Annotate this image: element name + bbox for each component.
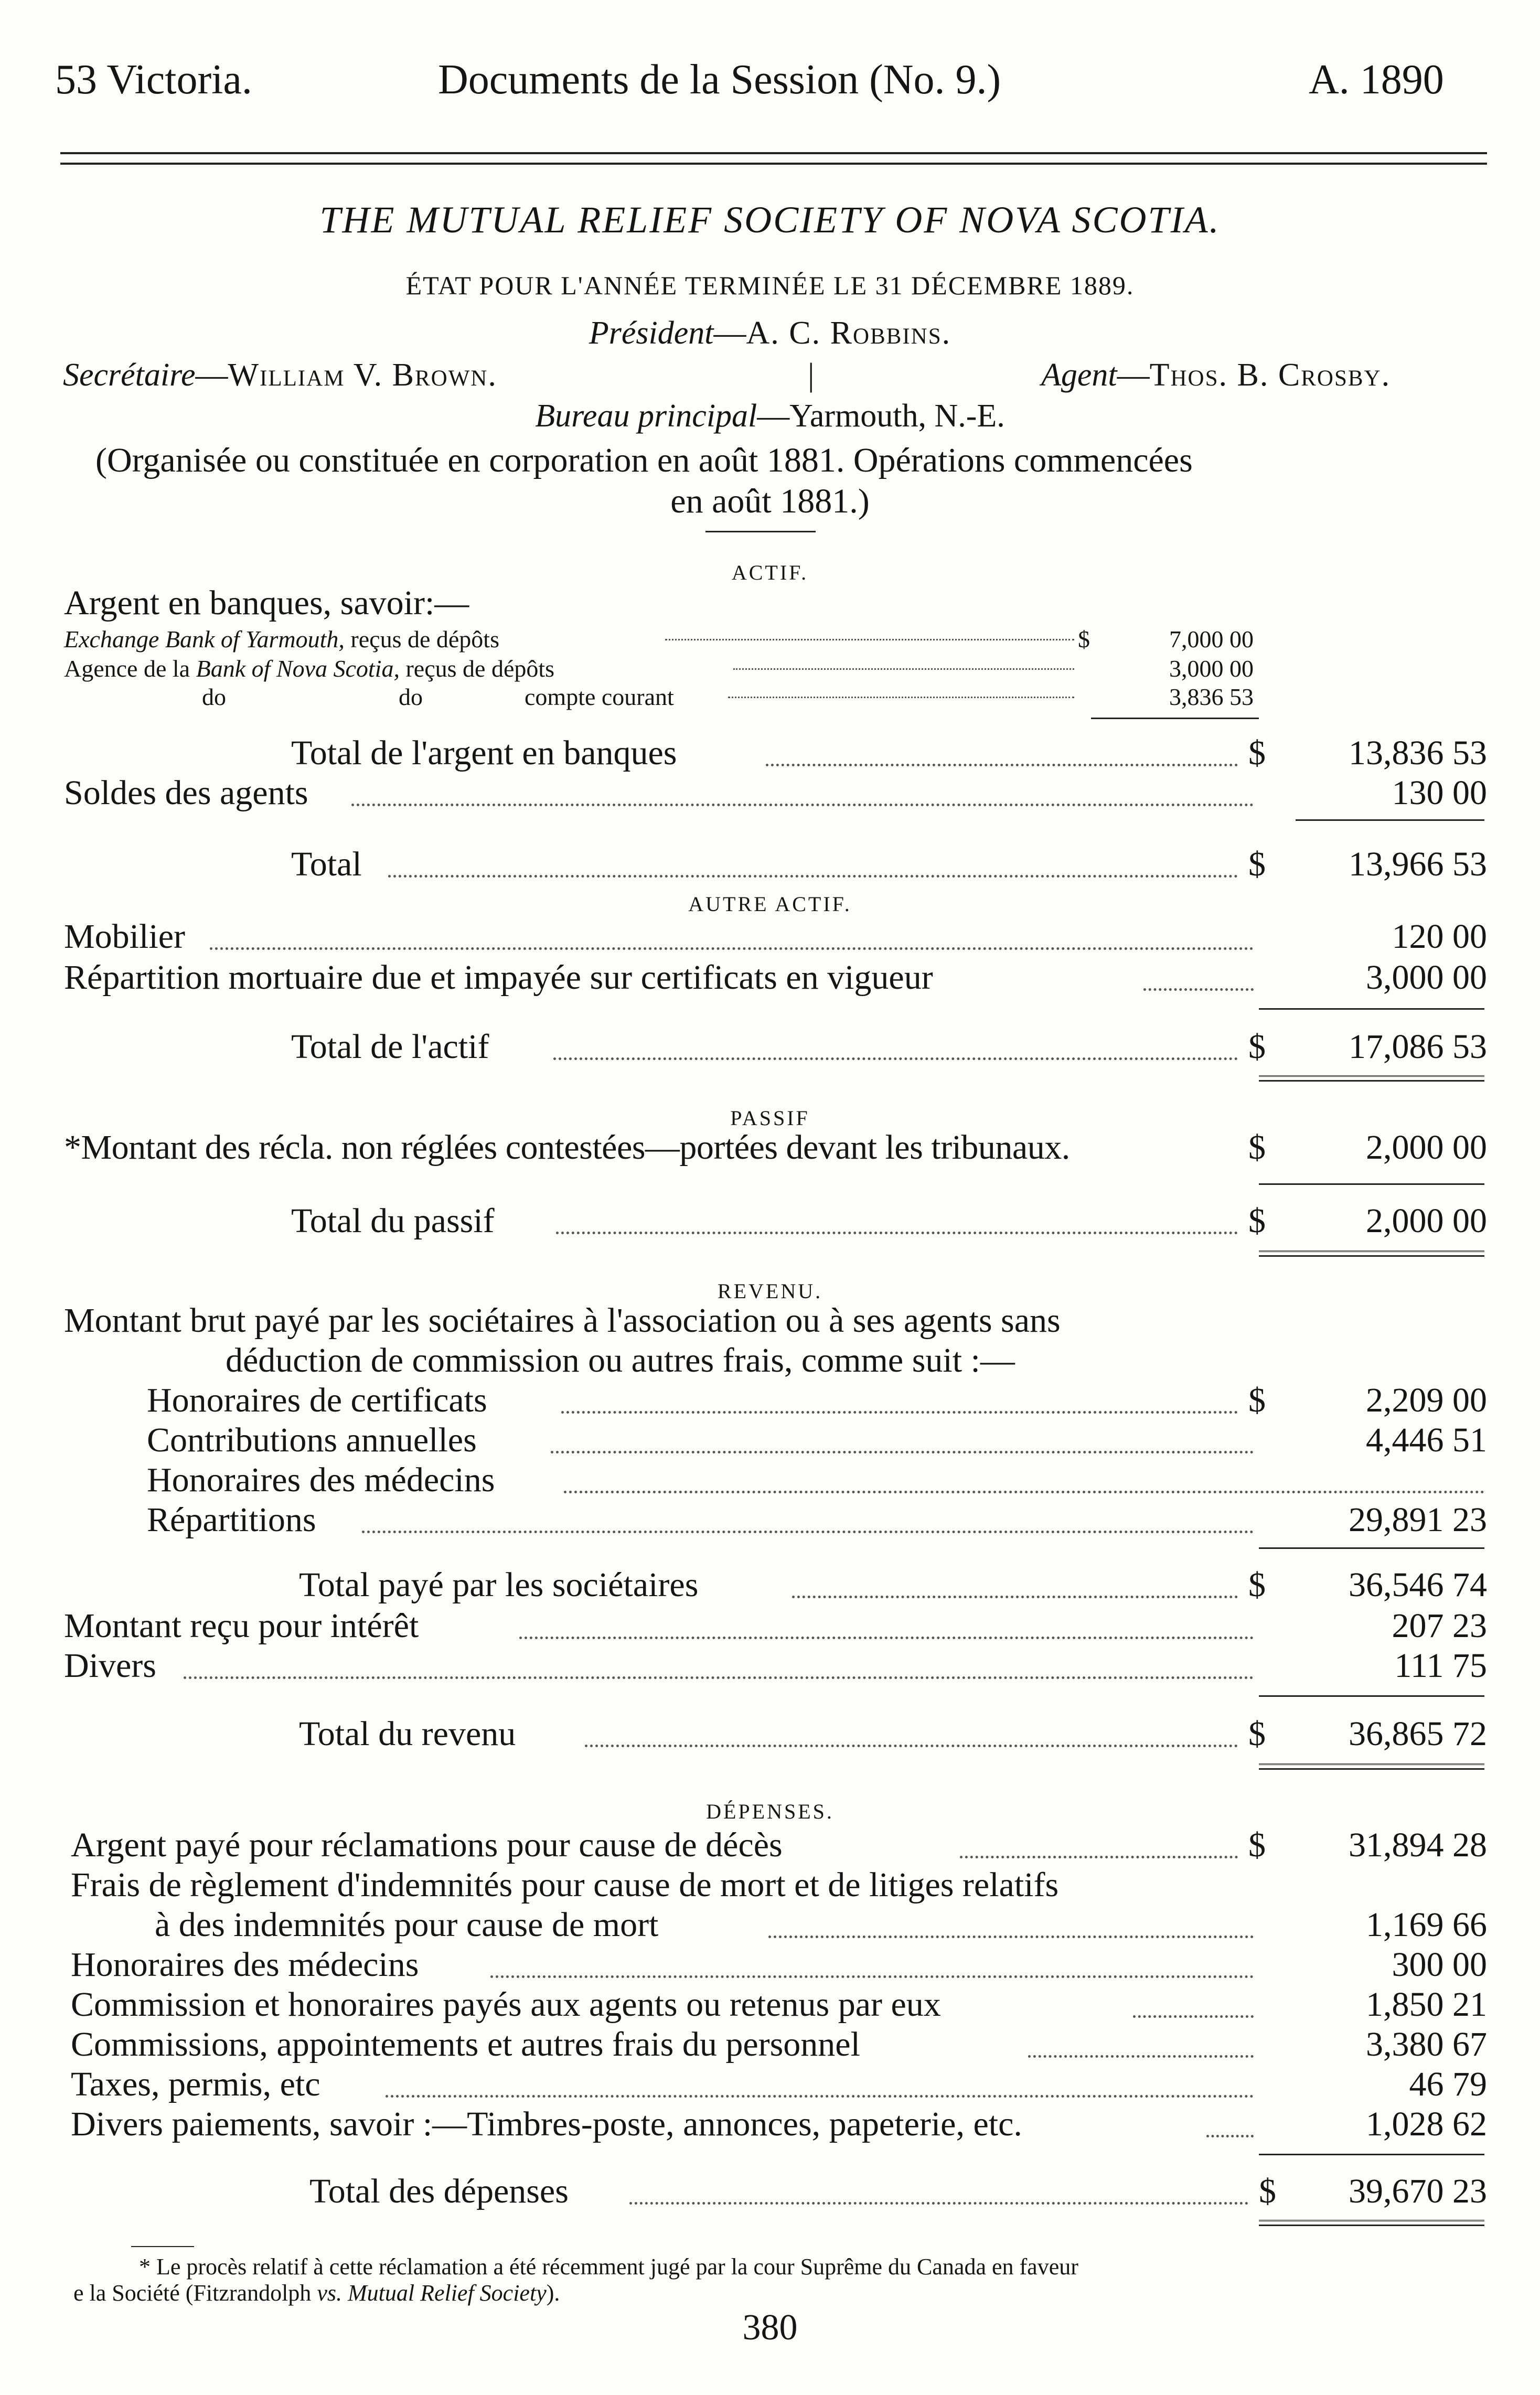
bank-3-do-1: do <box>202 683 226 710</box>
interest-amount: 207 23 <box>1392 1607 1487 1645</box>
double-rule <box>1259 2220 1484 2226</box>
leader-dots <box>1206 2135 1254 2137</box>
total-revenu-dollar: $ <box>1248 1715 1266 1753</box>
short-rule <box>705 531 816 532</box>
death-claims-dollar: $ <box>1248 1826 1266 1864</box>
footnote-post: ). <box>546 2280 560 2306</box>
secretary-label: Secrétaire <box>63 357 196 393</box>
office-line: Bureau principal—Yarmouth, N.-E. <box>535 398 1005 434</box>
total-rule <box>1259 1695 1484 1697</box>
footnote-line-2 <box>73 2280 560 2306</box>
leader-dots <box>561 1411 1238 1414</box>
settlement-amount: 1,169 66 <box>1366 1906 1487 1944</box>
leader-dots <box>792 1596 1238 1598</box>
total-actif-label: Total de l'actif <box>291 1028 489 1066</box>
bank-2-desc: reçus de dépôts <box>405 655 555 682</box>
footnote-vs: vs. <box>317 2280 342 2306</box>
bank-3-desc: compte courant <box>525 683 674 710</box>
organized-line-1: (Organisée ou constituée en corporation en août 1881. Opérations commencées <box>95 441 1193 479</box>
annual-contributions-label: Contributions annuelles <box>147 1421 477 1459</box>
passif-heading: PASSIF <box>730 1106 810 1130</box>
claims-dollar: $ <box>1248 1128 1266 1167</box>
leader-dots <box>386 2095 1254 2098</box>
cert-fees-amount: 2,209 00 <box>1366 1381 1487 1419</box>
total-actif-dollar: $ <box>1248 1028 1266 1066</box>
agent-commission-amount: 1,850 21 <box>1366 1985 1487 2024</box>
leader-dots <box>629 2202 1248 2205</box>
office-label: Bureau principal <box>535 398 757 434</box>
header-volume: 53 Victoria. <box>55 57 252 103</box>
total-revenu-label: Total du revenu <box>299 1715 516 1753</box>
leader-dots <box>519 1637 1254 1639</box>
agent-commission-label: Commission et honoraires payés aux agents ou retenus par eux <box>71 1985 941 2024</box>
statement-heading: ÉTAT POUR L'ANNÉE TERMINÉE LE 31 DÉCEMBRE 1889. <box>405 271 1135 300</box>
repartition-label: Répartition mortuaire due et impayée sur certificats en vigueur <box>64 958 933 997</box>
misc-payments-label: Divers paiements, savoir :—Timbres-poste, annonces, papeterie, etc. <box>71 2105 1022 2143</box>
leader-dots <box>362 1531 1254 1533</box>
bank-2-pre: Agence de la <box>64 655 190 682</box>
leader-dots <box>551 1451 1254 1453</box>
autre-actif-heading: AUTRE ACTIF. <box>688 892 852 916</box>
divers-amount: 111 75 <box>1394 1646 1487 1685</box>
header-rule-top <box>60 152 1487 154</box>
agent-label: Agent <box>1041 357 1117 393</box>
divers-label: Divers <box>64 1646 156 1685</box>
header-rule-bottom <box>60 163 1487 165</box>
revenu-intro-2: déduction de commission ou autres frais, comme suit :— <box>226 1341 1015 1380</box>
leader-dots <box>1143 988 1254 991</box>
bank-dollar: $ <box>1078 626 1090 653</box>
bank-2-amount: 3,000 00 <box>1169 655 1254 682</box>
total-banks-amount: 13,836 53 <box>1349 734 1487 772</box>
subtotal-rule <box>1091 718 1259 719</box>
leader-dots <box>553 1057 1238 1060</box>
bank-1-name: Exchange Bank of Yarmouth, <box>64 626 345 653</box>
repartitions-amount: 29,891 23 <box>1349 1501 1487 1539</box>
society-title: THE MUTUAL RELIEF SOCIETY OF NOVA SCOTIA. <box>319 199 1221 241</box>
death-claims-label: Argent payé pour réclamations pour cause de décès <box>71 1826 783 1864</box>
revenu-heading: REVENU. <box>717 1279 823 1303</box>
bank-1-label <box>64 625 499 653</box>
leader-dots <box>1133 2015 1254 2018</box>
leader-dots <box>766 764 1238 766</box>
repartitions-label: Répartitions <box>147 1501 316 1539</box>
total-depenses-label: Total des dépenses <box>309 2172 569 2210</box>
office-name: Yarmouth, N.-E. <box>789 398 1005 434</box>
paid-by-members-amount: 36,546 74 <box>1349 1566 1487 1604</box>
actif-heading: ACTIF. <box>731 561 809 584</box>
repartition-amount: 3,000 00 <box>1366 958 1487 997</box>
bank-2-label <box>64 655 554 682</box>
leader-dots <box>564 1491 1484 1493</box>
depenses-heading: DÉPENSES. <box>706 1800 834 1823</box>
total-rule <box>1259 1547 1484 1549</box>
settlement-label-2: à des indemnités pour cause de mort <box>155 1906 659 1944</box>
paid-by-members-label: Total payé par les sociétaires <box>299 1566 699 1604</box>
total-banks-label: Total de l'argent en banques <box>291 734 677 772</box>
total-label: Total <box>291 845 362 883</box>
organized-line-2: en août 1881.) <box>670 482 870 520</box>
total-rule <box>1259 2154 1484 2155</box>
agents-balance-amount: 130 00 <box>1392 774 1487 812</box>
footnote-pre: e la Société (Fitzrandolph <box>73 2280 312 2306</box>
agents-balance-label: Soldes des agents <box>64 774 308 812</box>
bank-2-name: Bank of Nova Scotia, <box>196 655 400 682</box>
staff-expense-amount: 3,380 67 <box>1366 2025 1487 2063</box>
total-actif-amount: 17,086 53 <box>1349 1028 1487 1066</box>
total-revenu-amount: 36,865 72 <box>1349 1715 1487 1753</box>
total-passif-label: Total du passif <box>291 1202 495 1240</box>
leader-dots <box>556 1232 1238 1234</box>
medical-fees-label: Honoraires des médecins <box>147 1461 495 1499</box>
total-amount: 13,966 53 <box>1349 845 1487 883</box>
leader-dots <box>490 1975 1254 1978</box>
bank-3-amount: 3,836 53 <box>1169 683 1254 710</box>
leader-dots <box>388 875 1238 878</box>
leader-dots <box>351 804 1254 806</box>
leader-dots <box>210 947 1254 950</box>
taxes-label: Taxes, permis, etc <box>71 2065 320 2103</box>
double-rule <box>1259 1075 1484 1082</box>
total-passif-dollar: $ <box>1248 1202 1266 1240</box>
leader-dots <box>768 1936 1254 1938</box>
misc-payments-amount: 1,028 62 <box>1366 2105 1487 2143</box>
claims-contested-label: *Montant des récla. non réglées contestées—portées devant les tribunaux. <box>64 1128 1070 1167</box>
leader-dots <box>960 1856 1238 1858</box>
total-depenses-dollar: $ <box>1259 2172 1276 2210</box>
settlement-label-1: Frais de règlement d'indemnités pour cause de mort et de litiges relatifs <box>71 1866 1059 1904</box>
double-rule <box>1259 1250 1484 1257</box>
total-rule <box>1296 819 1484 821</box>
secretary-line: Secrétaire—William V. Brown. <box>63 357 497 393</box>
medical-expense-amount: 300 00 <box>1392 1945 1487 1984</box>
leader-dots <box>585 1745 1238 1747</box>
header-year: A. 1890 <box>1309 57 1444 103</box>
interest-label: Montant reçu pour intérêt <box>64 1607 419 1645</box>
total-rule <box>1259 1008 1484 1010</box>
footnote-case: Mutual Relief Society <box>347 2280 547 2306</box>
president-name: A. C. Robbins. <box>746 315 951 351</box>
leader-dots <box>728 697 1074 698</box>
banks-intro: Argent en banques, savoir:— <box>64 584 469 622</box>
president-line: Président—A. C. Robbins. <box>589 315 951 351</box>
cert-fees-dollar: $ <box>1248 1381 1266 1419</box>
taxes-amount: 46 79 <box>1409 2065 1487 2103</box>
leader-dots <box>1028 2055 1254 2058</box>
header-documents: Documents de la Session (No. 9.) <box>438 57 1001 103</box>
mobilier-label: Mobilier <box>64 917 185 956</box>
double-rule <box>1259 1763 1484 1770</box>
death-claims-amount: 31,894 28 <box>1349 1826 1487 1864</box>
secretary-name: William V. Brown. <box>228 357 497 393</box>
cert-fees-label: Honoraires de certificats <box>147 1381 487 1419</box>
revenu-intro-1: Montant brut payé par les sociétaires à l'association ou à ses agents sans <box>64 1301 1061 1340</box>
bank-1-desc: reçus de dépôts <box>350 626 499 653</box>
agent-name: Thos. B. Crosby. <box>1149 357 1391 393</box>
president-label: Président <box>589 315 714 351</box>
separator-bar: | <box>808 357 815 393</box>
mobilier-amount: 120 00 <box>1392 917 1487 956</box>
footnote-rule <box>131 2246 194 2247</box>
agent-line: Agent—Thos. B. Crosby. <box>1041 357 1391 393</box>
footnote-line-1: * Le procès relatif à cette réclamation a été récemment jugé par la cour Suprême du Canada en faveur <box>139 2254 1078 2280</box>
bank-3-do-2: do <box>399 683 423 710</box>
leader-dots <box>184 1676 1254 1679</box>
bank-1-amount: 7,000 00 <box>1169 626 1254 653</box>
total-dollar: $ <box>1248 845 1266 883</box>
annual-contributions-amount: 4,446 51 <box>1366 1421 1487 1459</box>
total-passif-amount: 2,000 00 <box>1366 1202 1487 1240</box>
paid-by-members-dollar: $ <box>1248 1566 1266 1604</box>
medical-expense-label: Honoraires des médecins <box>71 1945 419 1984</box>
page-number: 380 <box>742 2307 798 2348</box>
total-depenses-amount: 39,670 23 <box>1349 2172 1487 2210</box>
claims-contested-amount: 2,000 00 <box>1366 1128 1487 1167</box>
staff-expense-label: Commissions, appointements et autres frais du personnel <box>71 2025 860 2063</box>
leader-dots <box>665 639 1074 640</box>
total-rule <box>1259 1183 1484 1185</box>
leader-dots <box>733 668 1074 670</box>
total-banks-dollar: $ <box>1248 734 1266 772</box>
